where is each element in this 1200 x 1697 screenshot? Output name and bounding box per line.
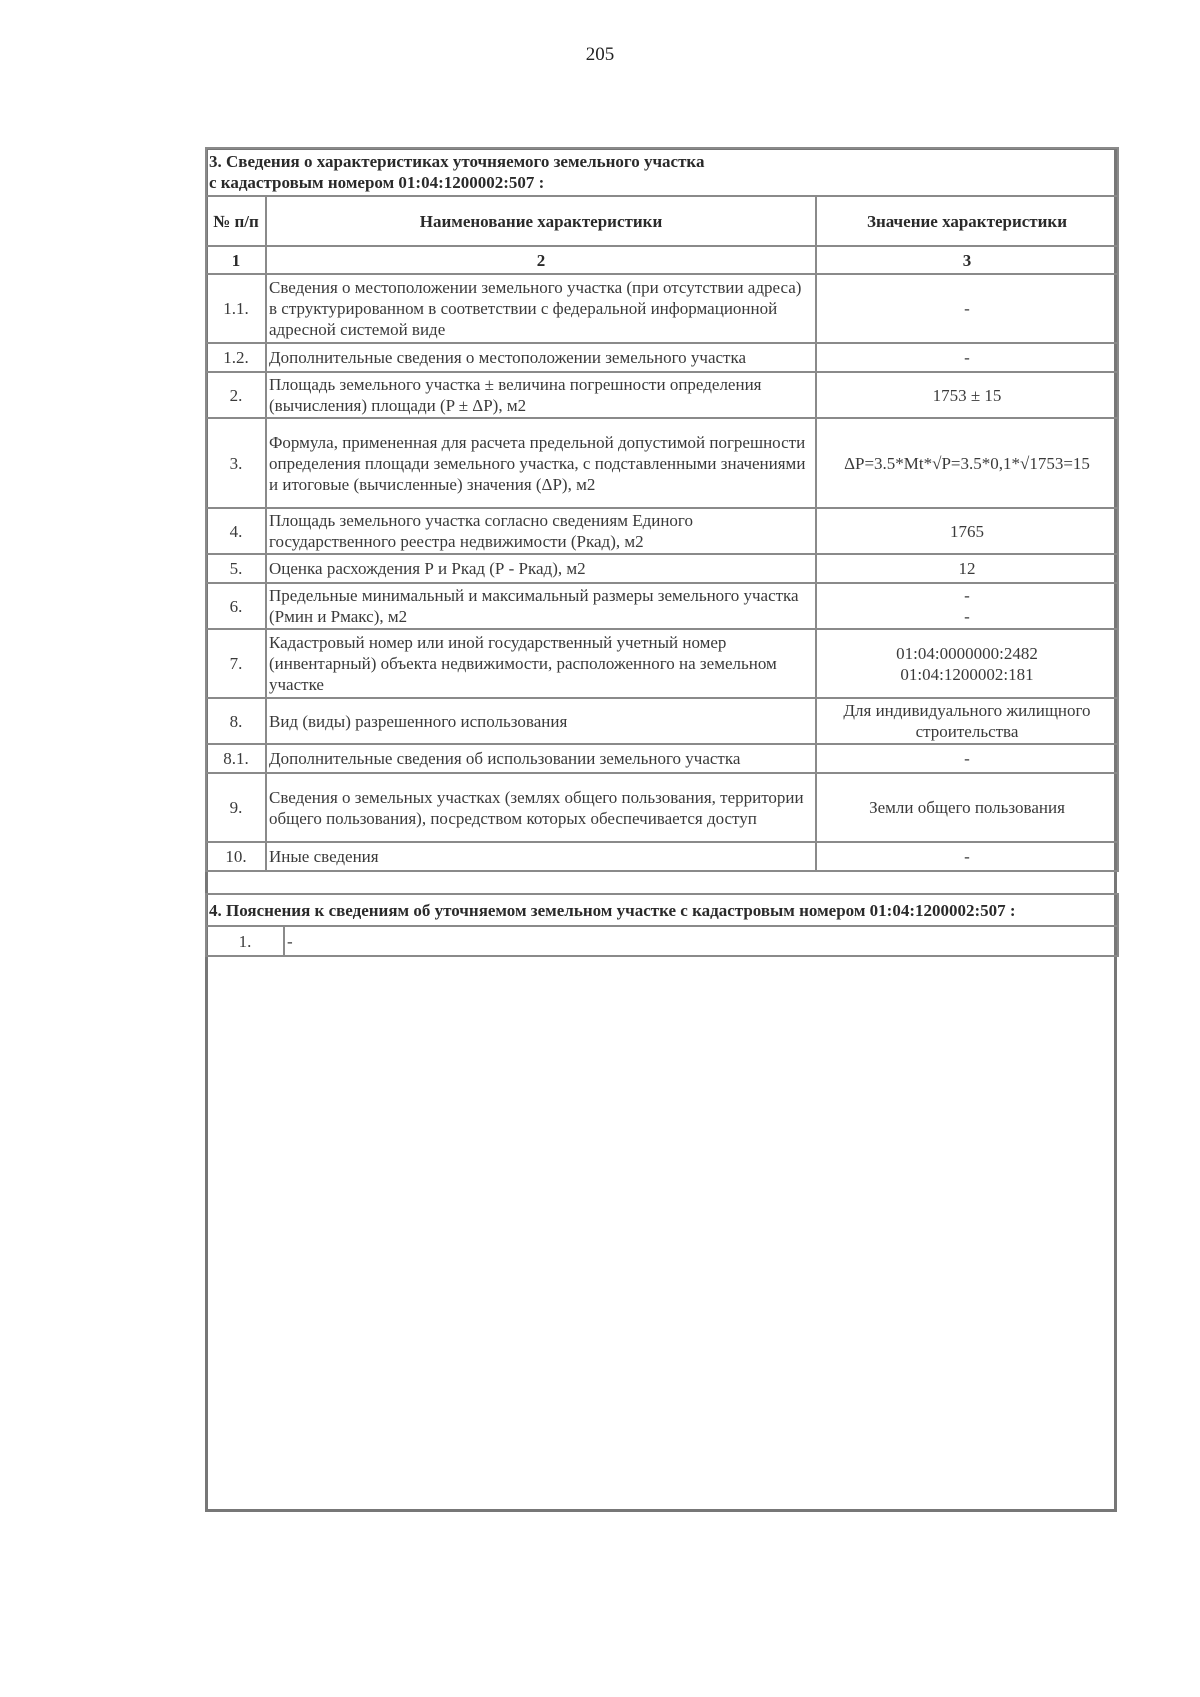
table-row: [206, 554, 1118, 583]
section3-title: [206, 148, 1118, 196]
row-number: 8.: [206, 698, 266, 744]
table-row: [206, 418, 1118, 508]
column-number-2: 2: [266, 246, 816, 274]
table-row: [206, 698, 1118, 744]
section3-title-line2: с кадастровым номером 01:04:1200002:507 :: [209, 173, 545, 192]
column-number-3: 3: [816, 246, 1118, 274]
row-name: Формула, примененная для расчета предельной допустимой погрешности определения площади земельного участка, с подставленными значениями и итоговые (вычисленные) значения (ΔP), м2: [266, 418, 816, 508]
header-number: № п/п: [206, 196, 266, 246]
row-number: 6.: [206, 583, 266, 629]
table-row: [206, 508, 1118, 554]
row-name: Площадь земельного участка согласно сведениям Единого государственного реестра недвижимости (Ркад), м2: [266, 508, 816, 554]
row-value: -: [816, 744, 1118, 773]
row-value: Для индивидуального жилищного строительства: [816, 698, 1118, 744]
row-number: 9.: [206, 773, 266, 842]
explanations-table: [205, 893, 1119, 957]
cadastral-number-1: 01:04:0000000:2482: [896, 643, 1038, 663]
header-value: Значение характеристики: [816, 196, 1118, 246]
row-number: 10.: [206, 842, 266, 871]
row-text: -: [284, 926, 1118, 956]
section4-title-row: [206, 894, 1118, 926]
row-name: Площадь земельного участка ± величина погрешности определения (вычисления) площади (P ± ΔP), м2: [266, 372, 816, 418]
section4-title: 4. Пояснения к сведениям об уточняемом земельном участке с кадастровым номером 01:04:1200002:507 :: [206, 894, 1118, 926]
row-value: 1753 ± 15: [816, 372, 1118, 418]
row-value: -: [816, 343, 1118, 372]
row-number: 1.1.: [206, 274, 266, 343]
row-value: 1765: [816, 508, 1118, 554]
row-number: 2.: [206, 372, 266, 418]
row-value: ΔP=3.5*Mt*√P=3.5*0,1*√1753=15: [816, 418, 1118, 508]
table-row: [206, 629, 1118, 698]
column-numbers-row: [206, 246, 1118, 274]
row-name: Сведения о местоположении земельного участка (при отсутствии адреса) в структурированном в соответствии с федеральной информационной адресной системой виде: [266, 274, 816, 343]
table-row: [206, 583, 1118, 629]
row-name: Дополнительные сведения об использовании земельного участка: [266, 744, 816, 773]
row-value: [816, 629, 1118, 698]
section3-title-line1: 3. Сведения о характеристиках уточняемого земельного участка: [209, 152, 705, 171]
row-value: Земли общего пользования: [816, 773, 1118, 842]
table-row: [206, 372, 1118, 418]
row-name: Сведения о земельных участках (землях общего пользования, территории общего пользования), посредством которых обеспечивается доступ: [266, 773, 816, 842]
table-row: [206, 842, 1118, 871]
row-value-line2: -: [964, 607, 970, 626]
header-name: Наименование характеристики: [266, 196, 816, 246]
table-row: [206, 744, 1118, 773]
section3-title-row: [206, 148, 1118, 196]
row-number: 5.: [206, 554, 266, 583]
row-name: Иные сведения: [266, 842, 816, 871]
row-number: 7.: [206, 629, 266, 698]
row-name: Предельные минимальный и максимальный размеры земельного участка (Рмин и Рмакс), м2: [266, 583, 816, 629]
row-name: Кадастровый номер или иной государственный учетный номер (инвентарный) объекта недвижимости, расположенного на земельном участке: [266, 629, 816, 698]
row-value: -: [816, 842, 1118, 871]
row-number: 1.: [206, 926, 284, 956]
row-number: 3.: [206, 418, 266, 508]
table-row: [206, 773, 1118, 842]
table-header-row: [206, 196, 1118, 246]
cadastral-number-2: 01:04:1200002:181: [900, 664, 1034, 684]
row-name: Дополнительные сведения о местоположении земельного участка: [266, 343, 816, 372]
table-row: [206, 274, 1118, 343]
row-value: 12: [816, 554, 1118, 583]
row-number: 1.2.: [206, 343, 266, 372]
row-value: -: [816, 274, 1118, 343]
row-value-line1: -: [964, 586, 970, 605]
table-row: [206, 926, 1118, 956]
row-name: Оценка расхождения Р и Ркад (Р - Ркад), м2: [266, 554, 816, 583]
page-number: 205: [585, 44, 615, 65]
row-number: 8.1.: [206, 744, 266, 773]
row-name: Вид (виды) разрешенного использования: [266, 698, 816, 744]
column-number-1: 1: [206, 246, 266, 274]
characteristics-table: [205, 147, 1119, 872]
table-row: [206, 343, 1118, 372]
row-number: 4.: [206, 508, 266, 554]
row-value: [816, 583, 1118, 629]
